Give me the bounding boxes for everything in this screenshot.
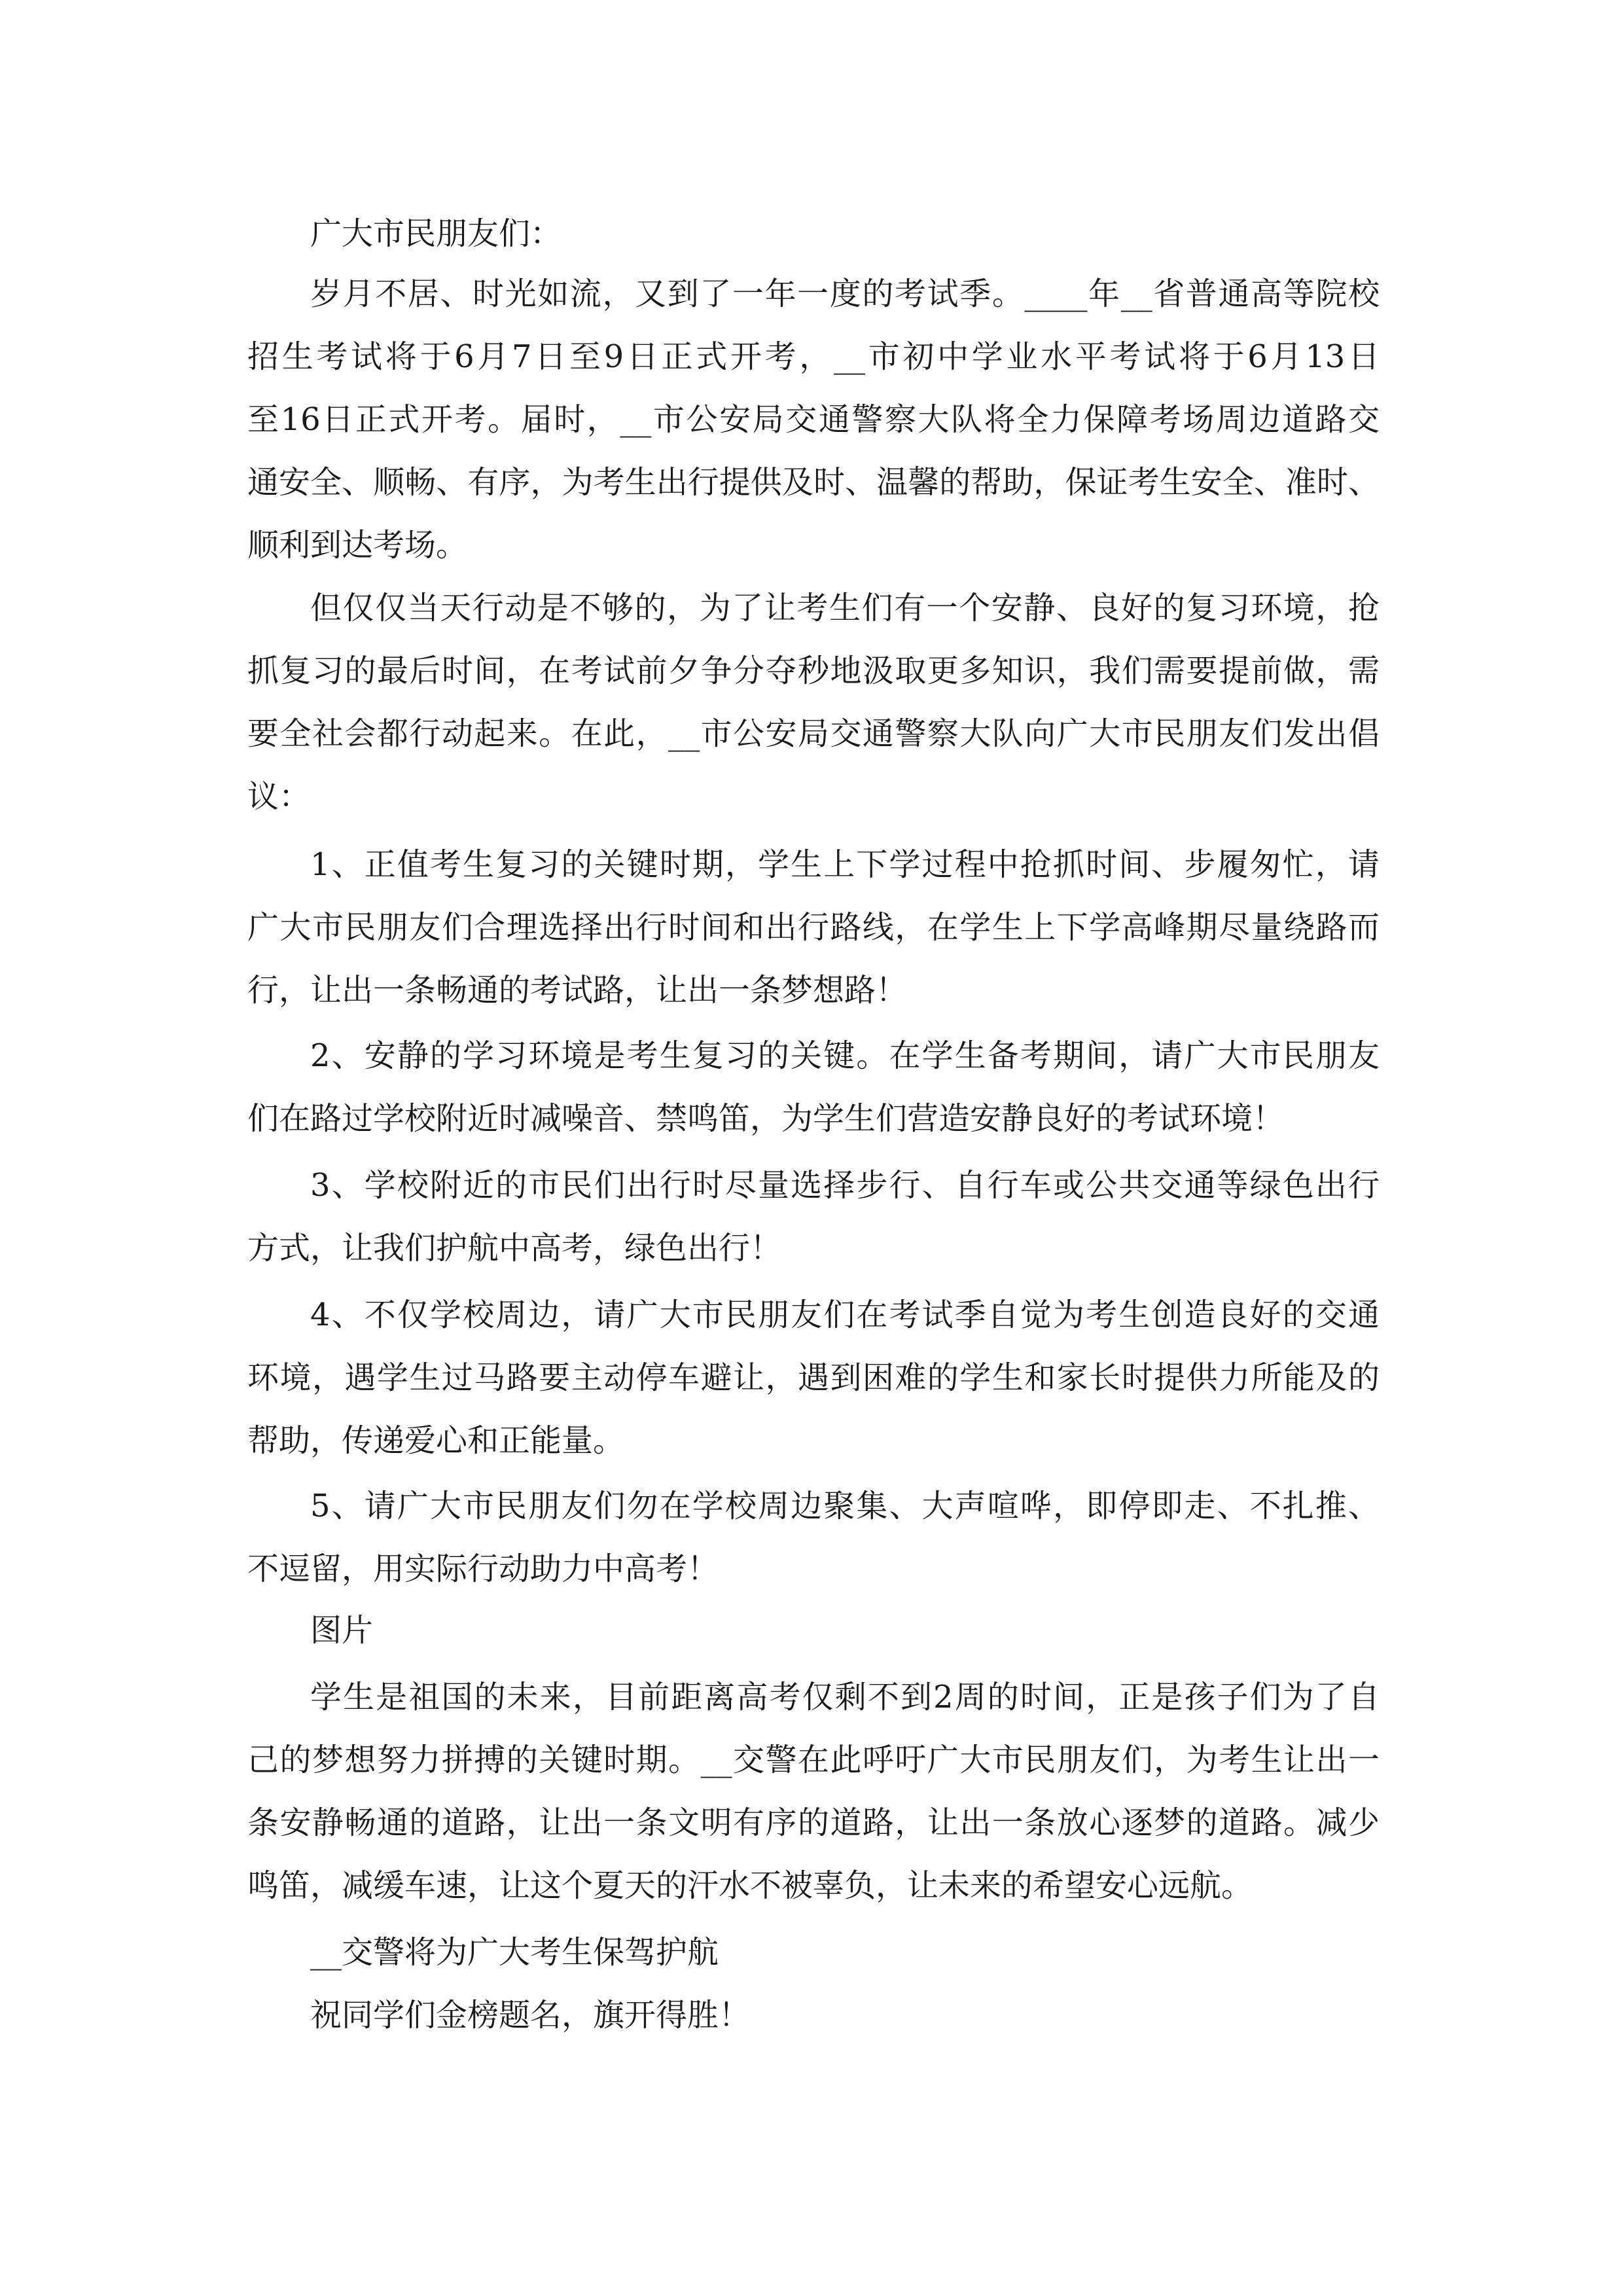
item-1-line-1: 1、正值考生复习的关键时期，学生上下学过程中抢抓时间、步履匆忙，请: [310, 846, 1380, 883]
paragraph-2-line-1: 但仅仅当天行动是不够的，为了让考生们有一个安静、良好的复习环境，抢: [310, 590, 1380, 626]
item-3-line-1: 3、学校附近的市民们出行时尽量选择步行、自行车或公共交通等绿色出行: [310, 1167, 1380, 1204]
paragraph-3-line-3: 条安静畅通的道路，让出一条文明有序的道路，让出一条放心逐梦的道路。减少: [247, 1804, 1380, 1841]
paragraph-2-line-2: 抓复习的最后时间，在考试前夕争分夺秒地汲取更多知识，我们需要提前做，需: [247, 653, 1380, 689]
item-4-line-1: 4、不仅学校周边，请广大市民朋友们在考试季自觉为考生创造良好的交通: [310, 1297, 1380, 1333]
paragraph-1-line-3: 至16日正式开考。届时，__市公安局交通警察大队将全力保障考场周边道路交: [247, 401, 1380, 438]
item-3-line-2: 方式，让我们护航中高考，绿色出行！: [247, 1230, 782, 1266]
item-4-line-3: 帮助，传递爱心和正能量。: [247, 1422, 625, 1459]
paragraph-2-line-3: 要全社会都行动起来。在此，__市公安局交通警察大队向广大市民朋友们发出倡: [247, 715, 1380, 752]
item-5-line-2: 不逗留，用实际行动助力中高考！: [247, 1551, 719, 1587]
item-2-line-2: 们在路过学校附近时减噪音、禁鸣笛，为学生们营造安静良好的考试环境！: [247, 1100, 1285, 1137]
salutation: 广大市民朋友们：: [310, 215, 562, 252]
paragraph-1-line-2: 招生考试将于6月7日至9日正式开考，__市初中学业水平考试将于6月13日: [247, 338, 1380, 375]
item-2-line-1: 2、安静的学习环境是考生复习的关键。在学生备考期间，请广大市民朋友: [310, 1037, 1380, 1074]
closing-line-2: 祝同学们金榜题名，旗开得胜！: [310, 1997, 751, 2034]
item-5-line-1: 5、请广大市民朋友们勿在学校周边聚集、大声喧哗，即停即走、不扎推、: [310, 1488, 1380, 1524]
paragraph-3-line-1: 学生是祖国的未来，目前距离高考仅剩不到2周的时间，正是孩子们为了自: [310, 1679, 1380, 1715]
paragraph-1-line-4: 通安全、顺畅、有序，为考生出行提供及时、温馨的帮助，保证考生安全、准时、: [247, 464, 1380, 501]
item-1-line-2: 广大市民朋友们合理选择出行时间和出行路线，在学生上下学高峰期尽量绕路而: [247, 909, 1380, 946]
item-4-line-2: 环境，遇学生过马路要主动停车避让，遇到困难的学生和家长时提供力所能及的: [247, 1359, 1380, 1396]
item-1-line-3: 行，让出一条畅通的考试路，让出一条梦想路！: [247, 972, 908, 1009]
image-caption: 图片: [310, 1612, 374, 1649]
closing-line-1: __交警将为广大考生保驾护航: [310, 1934, 719, 1971]
paragraph-3-line-2: 己的梦想努力拼搏的关键时期。__交警在此呼吁广大市民朋友们，为考生让出一: [247, 1742, 1380, 1778]
paragraph-1-line-1: 岁月不居、时光如流，又到了一年一度的考试季。____年__省普通高等院校: [310, 276, 1380, 312]
paragraph-1-line-5: 顺利到达考场。: [247, 527, 468, 564]
paragraph-2-line-4: 议：: [247, 778, 311, 815]
paragraph-3-line-4: 鸣笛，减缓车速，让这个夏天的汗水不被辜负，让未来的希望安心远航。: [247, 1867, 1253, 1904]
